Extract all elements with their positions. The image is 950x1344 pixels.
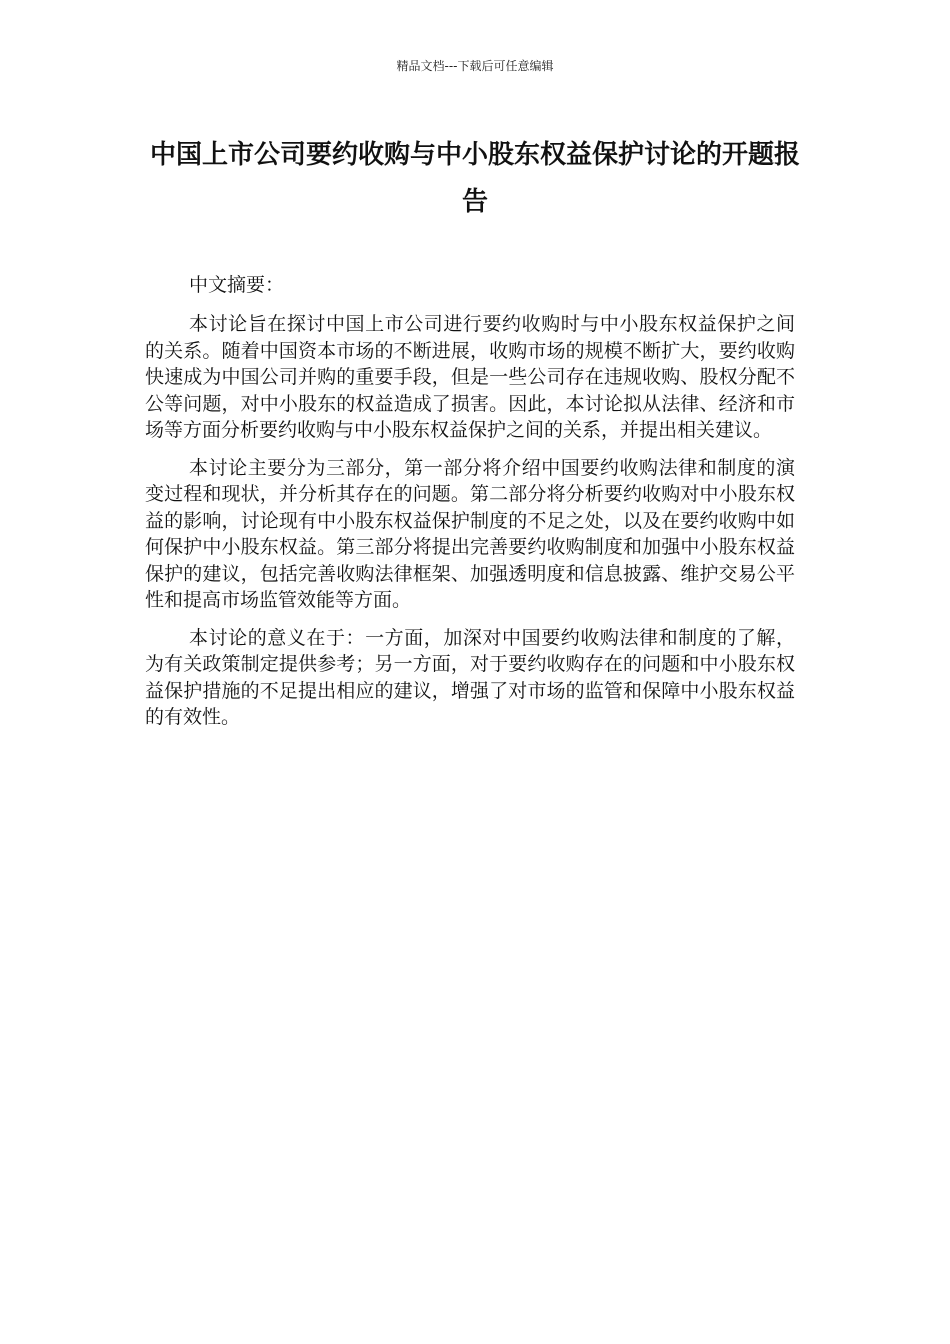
abstract-label: 中文摘要： bbox=[189, 274, 285, 296]
abstract-paragraph-1: 本讨论旨在探讨中国上市公司进行要约收购时与中小股东权益保护之间的关系。随着中国资本市场的不断进展，收购市场的规模不断扩大，要约收购快速成为中国公司并购的重要手段，但是一些公司存在违规收购、股权分配不公等问题，对中小股东的权益造成了损害。因此，本讨论拟从法律、经济和市场等方面分析要约收购与中小股东权益保护之间的关系，并提出相关建议。 bbox=[145, 313, 795, 441]
abstract-paragraph-2: 本讨论主要分为三部分，第一部分将介绍中国要约收购法律和制度的演变过程和现状，并分析其存在的问题。第二部分将分析要约收购对中小股东权益的影响，讨论现有中小股东权益保护制度的不足之处，以及在要约收购中如何保护中小股东权益。第三部分将提出完善要约收购制度和加强中小股东权益保护的建议，包括完善收购法律框架、加强透明度和信息披露、维护交易公平性和提高市场监管效能等方面。 bbox=[145, 456, 795, 611]
document-body bbox=[145, 270, 795, 742]
document-title: 中国上市公司要约收购与中小股东权益保护讨论的开题报告 bbox=[149, 140, 800, 217]
page-header-text: 精品文档---下载后可任意编辑 bbox=[396, 59, 554, 73]
abstract-paragraph-3: 本讨论的意义在于：一方面，加深对中国要约收购法律和制度的了解，为有关政策制定提供参考；另一方面，对于要约收购存在的问题和中小股东权益保护措施的不足提出相应的建议，增强了对市场的监管和保障中小股东权益的有效性。 bbox=[145, 626, 795, 728]
